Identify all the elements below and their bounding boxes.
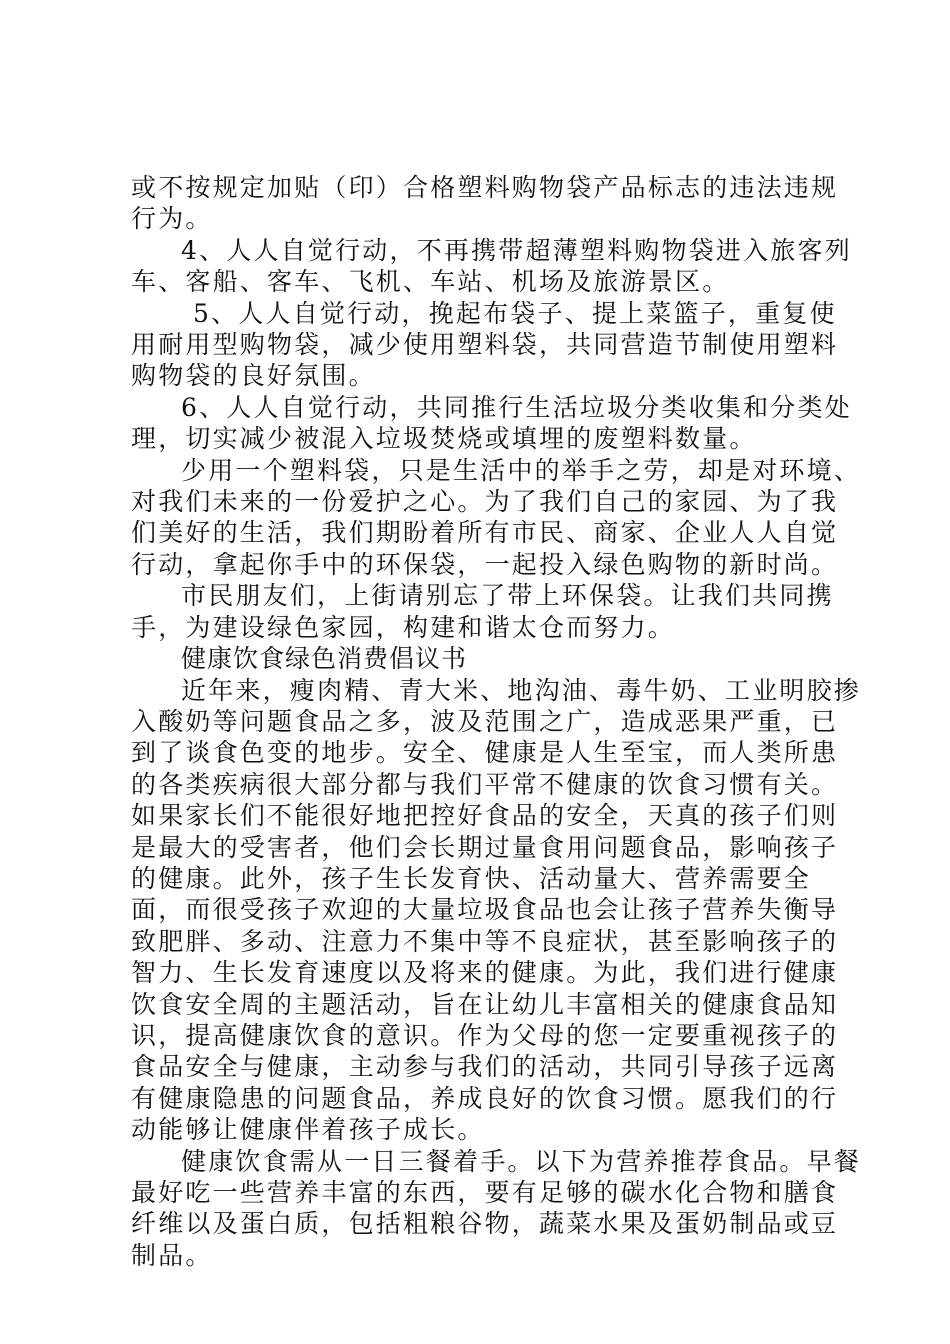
section-title: 健康饮食绿色消费倡议书 bbox=[181, 644, 468, 674]
paragraph-item-5: 5、人人自觉行动，挽起布袋子、提上菜篮子，重复使用耐用型购物袋，减少使用塑料袋，共同营造节制使用塑料购物袋的良好氛围。 bbox=[131, 298, 839, 391]
paragraph-closing: 市民朋友们，上街请别忘了带上环保袋。让我们共同携手，为建设绿色家园，构建和谐太仓而努力。 bbox=[131, 581, 834, 642]
document-body bbox=[131, 172, 861, 1271]
paragraph-item-4: 4、人人自觉行动，不再携带超薄塑料购物袋进入旅客列车、客船、客车、飞机、车站、机场及旅游景区。 bbox=[131, 235, 852, 297]
paragraph-continuation: 或不按规定加贴（印）合格塑料购物袋产品标志的违法违规行为。 bbox=[131, 173, 839, 234]
paragraph-item-6: 6、人人自觉行动，共同推行生活垃圾分类收集和分类处理，切实减少被混入垃圾焚烧或填埋的废塑料数量。 bbox=[131, 392, 852, 454]
paragraph-health-meals: 健康饮食需从一日三餐着手。以下为营养推荐食品。早餐最好吃一些营养丰富的东西，要有足够的碳水化合物和膳食纤维以及蛋白质，包括粗粮谷物，蔬菜水果及蛋奶制品或豆制品。 bbox=[131, 1146, 862, 1270]
paragraph-appeal: 少用一个塑料袋，只是生活中的举手之劳，却是对环境、对我们未来的一份爱护之心。为了我们自己的家园、为了我们美好的生活，我们期盼着所有市民、商家、企业人人自觉行动，拿起你手中的环保袋，一起投入绿色购物的新时尚。 bbox=[131, 455, 862, 579]
paragraph-health-intro: 近年来，瘦肉精、青大米、地沟油、毒牛奶、工业明胶掺入酸奶等问题食品之多，波及范围之广，造成恶果严重，已到了谈食色变的地步。安全、健康是人生至宝，而人类所患的各类疾病很大部分都与我们平常不健康的饮食习惯有关。如果家长们不能很好地把控好食品的安全，天真的孩子们则是最大的受害者，他们会长期过量食用问题食品，影响孩子的健康。此外，孩子生长发育快、活动量大、营养需要全面，而很受孩子欢迎的大量垃圾食品也会让孩子营养失衡导致肥胖、多动、注意力不集中等不良症状，甚至影响孩子的智力、生长发育速度以及将来的健康。为此，我们进行健康饮食安全周的主题活动，旨在让幼儿丰富相关的健康食品知识，提高健康饮食的意识。作为父母的您一定要重视孩子的食品安全与健康，主动参与我们的活动，共同引导孩子远离有健康隐患的问题食品，养成良好的饮食习惯。愿我们的行动能够让健康伴着孩子成长。 bbox=[131, 675, 862, 1145]
